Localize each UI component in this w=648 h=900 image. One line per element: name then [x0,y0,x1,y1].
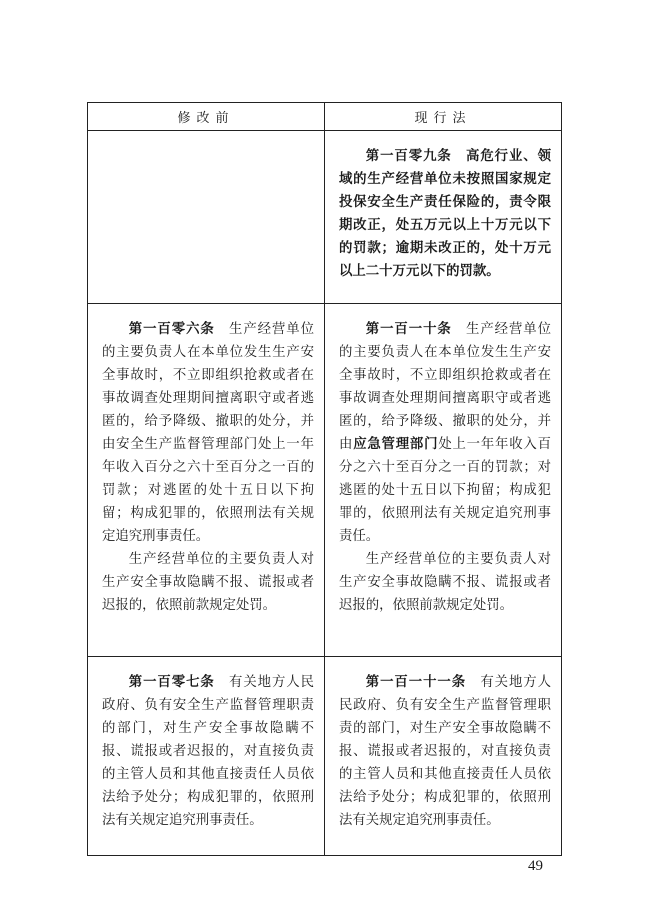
cell-current [325,131,562,304]
article-text: 有关地方人民政府、负有安全生产监督管理职责的部门，对生产安全事故隐瞒不报、谎报或者迟报的，对直接负责的主管人员和其他直接责任人员依法给予处分；构成犯罪的，依照刑法有关规定追究刑事责任。 [339,675,552,828]
article-number: 第一百零七条 [128,674,215,690]
article-number: 第一百一十一条 [365,674,467,690]
article-number: 第一百一十条 [365,321,452,337]
cell-before [88,657,325,856]
cell-current [325,657,562,856]
paragraph [339,671,551,832]
paragraph [102,671,314,832]
comparison-table [87,102,562,856]
table-row [88,657,562,856]
paragraph [102,548,314,617]
header-current: 现行法 [325,103,562,131]
header-row [88,103,562,131]
cell-before [88,304,325,657]
table-row [88,304,562,657]
article-number: 第一百零六条 [128,321,215,337]
article-text: 高危行业、领域的生产经营单位未按照国家规定投保安全生产责任保险的，责令限期改正，处五万元以上十万元以下的罚款；逾期未改正的，处十万元以上二十万元以下的罚款。 [339,148,552,279]
article-text: 有关地方人民政府、负有安全生产监督管理职责的部门，对生产安全事故隐瞒不报、谎报或者迟报的，对直接负责的主管人员和其他直接责任人员依法给予处分；构成犯罪的，依照刑法有关规定追究刑事责任。 [102,675,315,828]
paragraph [339,318,551,548]
amended-text: 应急管理部门 [353,436,439,452]
page-number: 49 [528,858,543,874]
article-number: 第一百零九条 [365,148,452,164]
header-before: 修改前 [88,103,325,131]
cell-before-empty [88,131,325,304]
table-row [88,131,562,304]
article-text: 生产经营单位的主要负责人在本单位发生生产安全事故时，不立即组织抢救或者在事故调查处理期间擅离职守或者逃匿的，给予降级、撤职的处分，并由 [339,322,552,452]
article-text: 生产经营单位的主要负责人在本单位发生生产安全事故时，不立即组织抢救或者在事故调查处理期间擅离职守或者逃匿的，给予降级、撤职的处分，并由安全生产监督管理部门处上一年年收入百分之六十至百分之一百的罚款；对逃匿的处十五日以下拘留；构成犯罪的，依照刑法有关规定追究刑事责任。 [102,322,315,544]
article-text: 生产经营单位的主要负责人对生产安全事故隐瞒不报、谎报或者迟报的，依照前款规定处罚。 [102,552,314,613]
paragraph [102,318,314,548]
paragraph [339,548,551,617]
cell-current [325,304,562,657]
article-text: 生产经营单位的主要负责人对生产安全事故隐瞒不报、谎报或者迟报的，依照前款规定处罚。 [339,552,551,613]
paragraph [339,145,551,283]
article-text: 处上一年年收入百分之六十至百分之一百的罚款；对逃匿的处十五日以下拘留；构成犯罪的，依照刑法有关规定追究刑事责任。 [339,437,552,544]
